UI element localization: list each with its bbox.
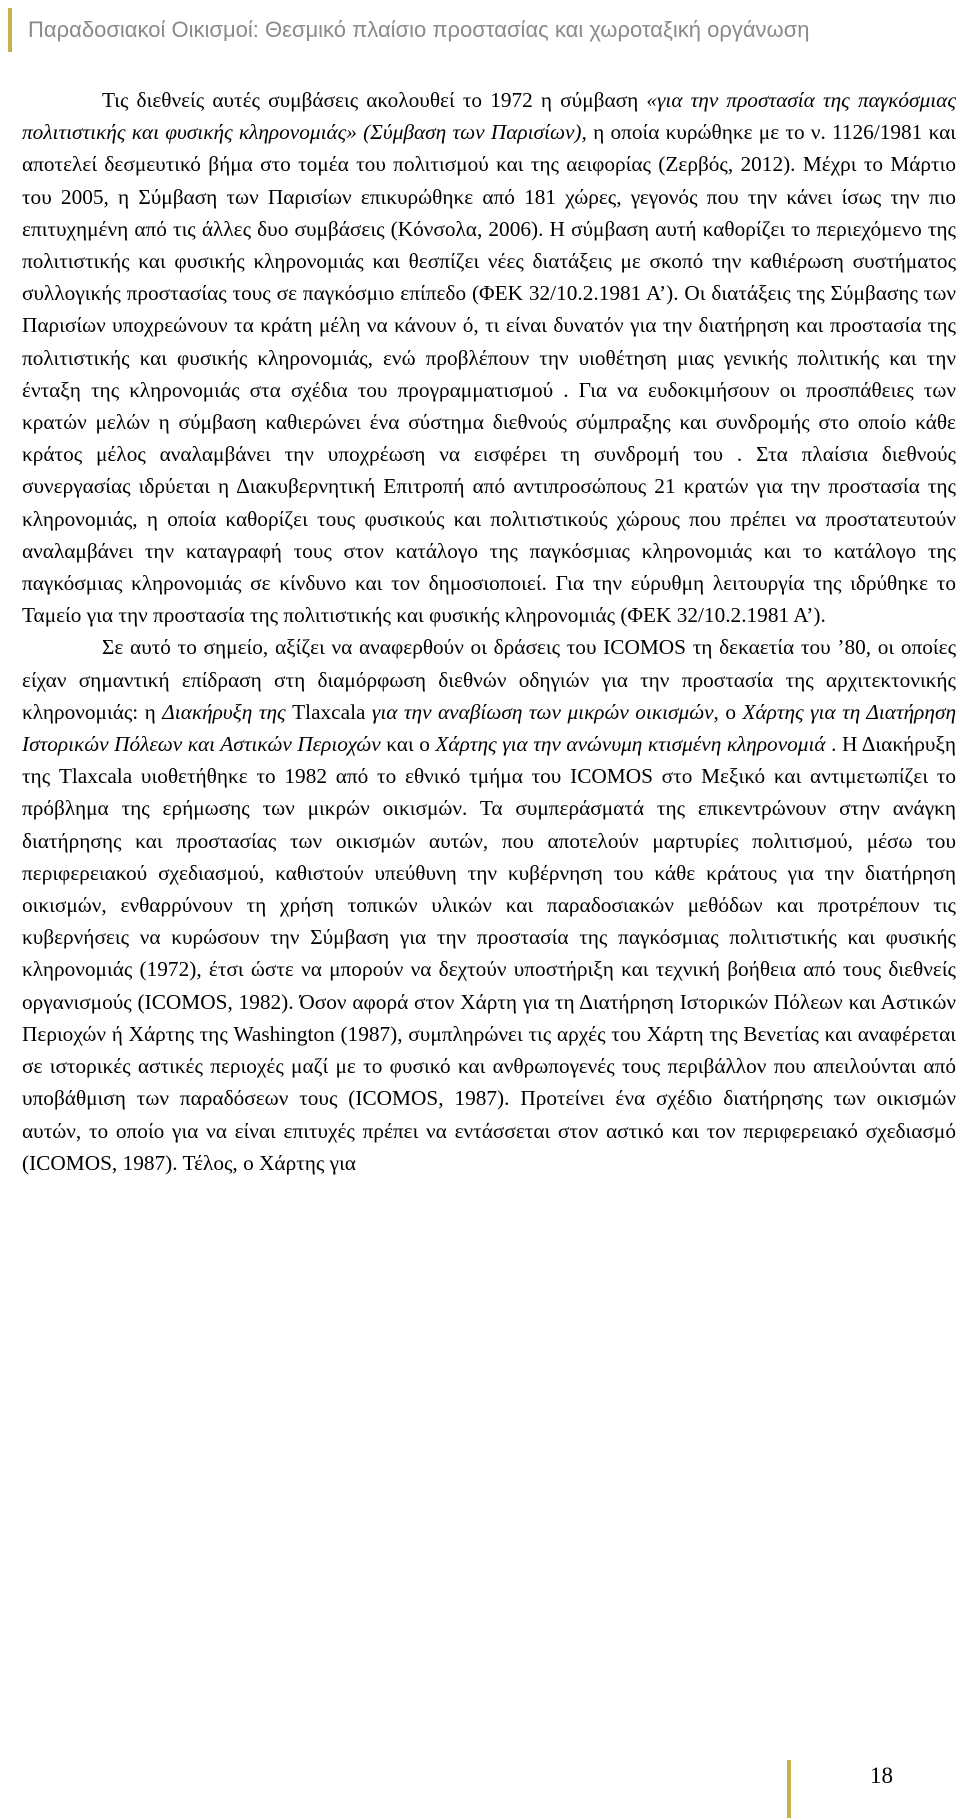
text-span: . Η Διακήρυξη της Tlaxcala υιοθετήθηκε το 1982 από το εθνικό τμήμα του ICOMOS στο Μεξικό και αντιμετωπίζει το πρόβλημα της ερήμωσης των μικρών οικισμών. Τα συμπεράσματά της επικεντρώνουν στην ανάγκη διατήρησης και προστασίας των οικισμών αυτών, που αποτελούν μαρτυρίες πολιτισμού, μέσω του περιφερειακού σχεδιασμού, καθιστούν υπεύθυνη την κυβέρνηση του κάθε κράτους για την διατήρηση οικισμών, ενθαρρύνουν τη χρήση τοπικών υλικών και παραδοσιακών μεθόδων και προτρέπουν τις κυβερνήσεις να κυρώσουν την Σύμβαση για την προστασία της παγκόσμιας πολιτιστικής και φυσικής κληρονομιάς (1972), έτσι ώστε να μπορούν να δεχτούν υποστήριξη και τεχνική βοήθεια από τους διεθνείς οργανισμούς (ICOMOS, 1982). Όσον αφορά στον Χάρτη για τη Διατήρηση Ιστορικών Πόλεων και Αστικών Περιοχών ή Χάρτης της Washington (1987), συμπληρώνει τις αρχές του Χάρτη της Βενετίας και αναφέρεται σε ιστορικές αστικές περιοχές μαζί με το φυσικό και ανθρωπογενές τους περιβάλλον που απειλούνται από υποβάθμιση των παραδόσεων τους (ICOMOS, 1987). Προτείνει ένα σχέδιο διατήρησης των οικισμών αυτών, το οποίο για να είναι επιτυχές πρέπει να εντάσσεται στον αστικό και τον περιφερειακό σχεδιασμό (ICOMOS, 1987). Τέλος, ο Χάρτης για	[22, 732, 956, 1175]
paragraph-2	[22, 631, 956, 1178]
header-title: Παραδοσιακοί Οικισμοί: Θεσμικό πλαίσιο προστασίας και χωροταξική οργάνωση	[28, 17, 810, 42]
text-span: και ο	[380, 732, 436, 757]
paragraph-1	[22, 84, 956, 631]
body-text	[22, 84, 956, 1179]
text-span-italic: Διακήρυξη της	[162, 699, 286, 724]
text-span: Tlaxcala	[285, 699, 372, 724]
text-span-italic: «για την προστασία της παγκόσμιας πολιτιστικής και φυσικής κληρονομιάς» (Σύμβαση των Παρισίων),	[22, 88, 956, 145]
text-span-italic: Χάρτης για τη Διατήρηση Ιστορικών Πόλεων και Αστικών Περιοχών	[22, 699, 957, 757]
page-number: 18	[870, 1763, 893, 1788]
text-span: , ο	[713, 699, 743, 724]
text-span: η οποία κυρώθηκε με το ν. 1126/1981 και αποτελεί δεσμευτικό βήμα στο τομέα του πολιτισμού και της αειφορίας (Ζερβός, 2012). Μέχρι το Μάρτιο του 2005, η Σύμβαση των Παρισίων επικυρώθηκε από 181 χώρες, γεγονός που την κάνει ίσως την πιο επιτυχημένη από τις άλλες δυο συμβάσεις (Κόνσολα, 2006). Η σύμβαση αυτή καθορίζει το περιεχόμενο της πολιτιστικής και φυσικής κληρονομιάς και θεσπίζει νέες διατάξεις με σκοπό την καθιέρωση συστήματος συλλογικής προστασίας τους σε παγκόσμιο επίπεδο (ΦΕΚ 32/10.2.1981 Α’). Οι διατάξεις της Σύμβασης των Παρισίων υποχρεώνουν τα κράτη μέλη να κάνουν ό, τι είναι δυνατόν για την διατήρηση και προστασία της πολιτιστικής και φυσικής κληρονομιάς, ενώ προβλέπουν την υιοθέτηση μιας γενικής πολιτικής και την ένταξη της κληρονομιάς στα σχέδια του προγραμματισμού . Για να ευδοκιμήσουν οι προσπάθειες των κρατών μελών η σύμβαση καθιερώνει ένα σύστημα διεθνούς σύμπραξης και συνδρομής στο οποίο κάθε κράτος μέλος αναλαμβάνει την υποχρέωση να εισφέρει τη συνδρομή του . Στα πλαίσια διεθνούς συνεργασίας ιδρύεται η Διακυβερνητική Επιτροπή από αντιπροσώπους 21 κρατών για την προστασία της κληρονομιάς, η οποία καθορίζει τους φυσικούς και πολιτιστικούς χώρους που πρέπει να προστατευτούν αναλαμβάνει την καταγραφή τους στον κατάλογο της παγκόσμιας κληρονομιάς και το κατάλογο της παγκόσμιας κληρονομιάς σε κίνδυνο και τον δημοσιοποιεί. Για την εύρυθμη λειτουργία της ιδρύθηκε το Ταμείο για την προστασία της πολιτιστικής και φυσικής κληρονομιάς (ΦΕΚ 32/10.2.1981 Α’).	[22, 120, 956, 628]
text-span-italic: Χάρτης για την ανώνυμη κτισμένη κληρονομιά	[435, 732, 826, 757]
text-span: Σε αυτό το σημείο, αξίζει να αναφερθούν οι δράσεις του ICOMOS τη δεκαετία του ’80, οι οποίες είχαν σημαντική επίδραση στη διαμόρφωση διεθνών οδηγιών για την προστασία της αρχιτεκτονικής κληρονομιάς: η	[22, 635, 956, 724]
running-header	[8, 8, 938, 52]
footer-accent-bar	[787, 1760, 791, 1818]
text-span: Τις διεθνείς αυτές συμβάσεις ακολουθεί το 1972 η σύμβαση	[102, 88, 647, 112]
text-span-italic: για την αναβίωση των μικρών οικισμών	[371, 699, 714, 724]
